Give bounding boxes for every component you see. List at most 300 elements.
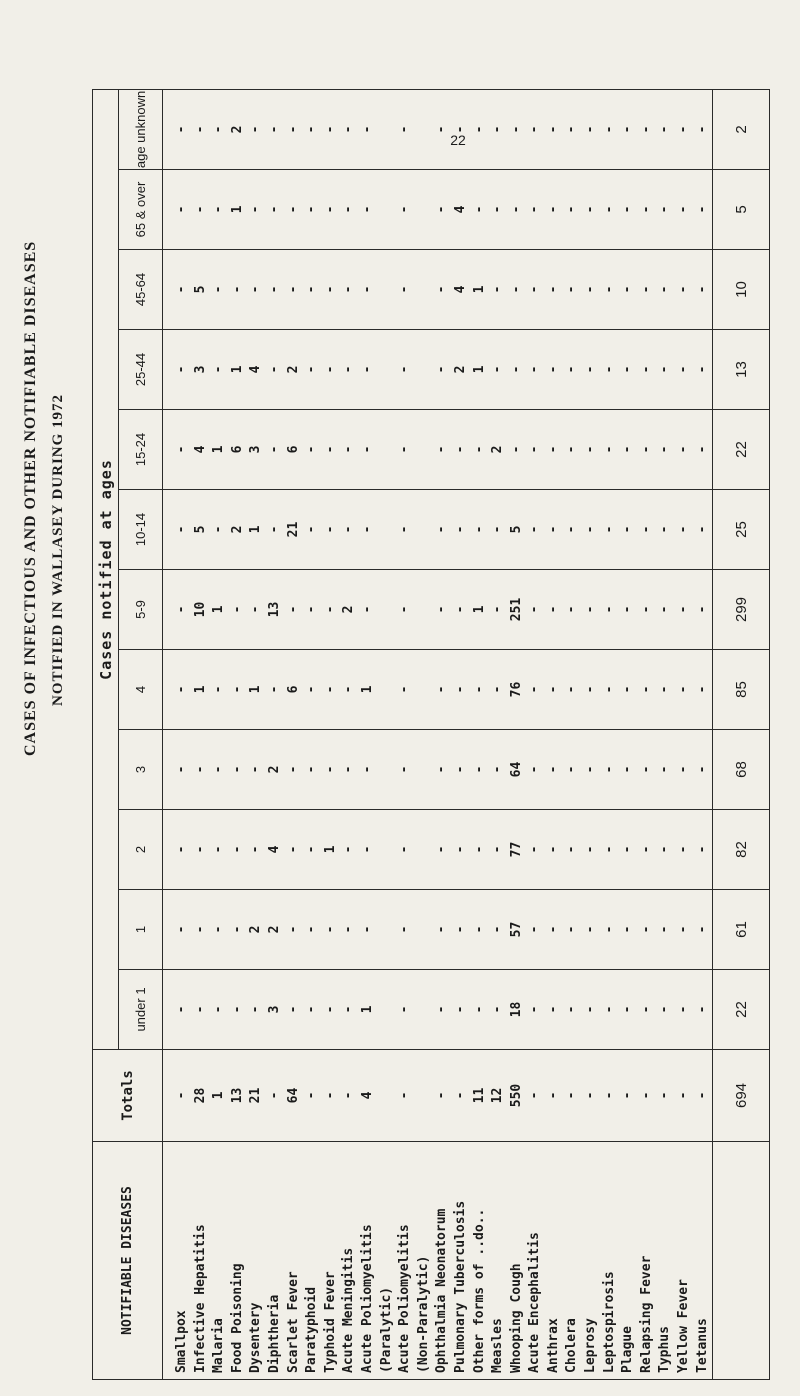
age-column-header: 2 <box>119 810 163 890</box>
rotated-table-container <box>92 90 764 1380</box>
age-column-header: 10-14 <box>119 490 163 570</box>
row-total: 64 <box>285 1087 301 1104</box>
case-count: - <box>620 685 636 694</box>
case-count: - <box>192 845 208 854</box>
case-count: - <box>694 205 710 214</box>
case-count: - <box>657 765 673 774</box>
age-column-total: 10 <box>713 250 770 330</box>
case-count: - <box>620 205 636 214</box>
case-count: - <box>434 845 450 854</box>
disease-name: Measles <box>490 1318 506 1373</box>
case-count <box>378 330 397 409</box>
case-count: - <box>694 365 710 374</box>
case-count: - <box>676 525 692 534</box>
case-count: - <box>471 1005 487 1014</box>
document-title: CASES OF INFECTIOUS AND OTHER NOTIFIABLE DISEASES <box>22 240 39 756</box>
disease-name: Tetanus <box>694 1318 710 1373</box>
case-count: - <box>397 1005 413 1014</box>
case-count: - <box>322 285 338 294</box>
case-count: - <box>341 925 357 934</box>
case-count: - <box>285 205 301 214</box>
case-count: - <box>676 445 692 454</box>
case-count: 2 <box>452 365 468 374</box>
row-total: - <box>397 1091 413 1100</box>
case-count: - <box>229 1005 245 1014</box>
case-count: - <box>638 525 654 534</box>
case-count: - <box>545 1005 561 1014</box>
case-count: - <box>583 925 599 934</box>
case-count: - <box>545 365 561 374</box>
age-column-cell <box>163 490 713 570</box>
case-count: - <box>359 765 375 774</box>
case-count: - <box>266 365 282 374</box>
disease-column-header: NOTIFIABLE DISEASES <box>93 1142 163 1380</box>
case-count: 5 <box>192 525 208 534</box>
case-count: - <box>694 125 710 134</box>
case-count: 2 <box>248 925 264 934</box>
case-count: - <box>676 125 692 134</box>
case-count: - <box>601 765 617 774</box>
row-total: - <box>564 1091 580 1100</box>
case-count <box>415 810 434 889</box>
case-count: - <box>638 1005 654 1014</box>
case-count: - <box>285 285 301 294</box>
case-count: - <box>657 365 673 374</box>
case-count: 10 <box>192 601 208 618</box>
case-count: - <box>508 285 524 294</box>
age-column-header: 1 <box>119 890 163 970</box>
case-count: - <box>545 605 561 614</box>
disease-name: Food Poisoning <box>229 1263 245 1373</box>
case-count: - <box>266 285 282 294</box>
case-count: - <box>583 365 599 374</box>
case-count: - <box>452 845 468 854</box>
disease-name: Acute Poliomyelitis <box>397 1224 413 1373</box>
case-count: - <box>397 765 413 774</box>
disease-name: Plague <box>620 1326 636 1373</box>
case-count: - <box>583 605 599 614</box>
disease-name: (Paralytic) <box>378 1286 394 1373</box>
case-count: - <box>229 605 245 614</box>
case-count: - <box>434 445 450 454</box>
age-column-header: under 1 <box>119 970 163 1050</box>
case-count: 6 <box>285 685 301 694</box>
case-count: - <box>397 525 413 534</box>
case-count: 1 <box>471 365 487 374</box>
case-count: - <box>657 1005 673 1014</box>
age-column-header: age unknown <box>119 89 163 169</box>
case-count: - <box>490 365 506 374</box>
case-count: - <box>638 685 654 694</box>
case-count: 2 <box>266 765 282 774</box>
age-column-total: 2 <box>713 89 770 169</box>
case-count: - <box>211 525 227 534</box>
case-count: - <box>471 845 487 854</box>
disease-name: (Non-Paralytic) <box>415 1255 431 1373</box>
case-count: - <box>211 765 227 774</box>
case-count: - <box>583 285 599 294</box>
age-column-total: 25 <box>713 490 770 570</box>
case-count: - <box>620 445 636 454</box>
case-count: - <box>322 125 338 134</box>
case-count: - <box>452 605 468 614</box>
case-count: - <box>304 845 320 854</box>
age-column-header: 3 <box>119 730 163 810</box>
case-count: 1 <box>322 845 338 854</box>
disease-name: Yellow Fever <box>676 1279 692 1373</box>
case-count: - <box>564 605 580 614</box>
case-count: - <box>322 445 338 454</box>
age-column-total: 61 <box>713 890 770 970</box>
case-count: - <box>527 365 543 374</box>
age-column-total: 68 <box>713 730 770 810</box>
case-count: 21 <box>285 521 301 538</box>
case-count: - <box>490 845 506 854</box>
row-total <box>415 1050 434 1141</box>
case-count: - <box>359 925 375 934</box>
case-count: - <box>527 925 543 934</box>
case-count: - <box>397 845 413 854</box>
case-count: - <box>471 925 487 934</box>
row-total: - <box>583 1091 599 1100</box>
case-count: - <box>174 765 189 774</box>
case-count: - <box>341 845 357 854</box>
case-count: - <box>527 285 543 294</box>
case-count: - <box>657 605 673 614</box>
case-count: - <box>304 765 320 774</box>
case-count <box>378 970 397 1049</box>
case-count: - <box>359 205 375 214</box>
case-count <box>378 490 397 569</box>
case-count: - <box>527 445 543 454</box>
case-count: - <box>434 925 450 934</box>
case-count: - <box>341 205 357 214</box>
age-column-total: 299 <box>713 570 770 650</box>
case-count: - <box>174 685 189 694</box>
case-count: - <box>211 685 227 694</box>
disease-name: Infective Hepatitis <box>192 1224 208 1373</box>
case-count: - <box>564 365 580 374</box>
case-count: - <box>564 925 580 934</box>
disease-name: Diphtheria <box>266 1294 282 1373</box>
case-count: - <box>564 205 580 214</box>
case-count: - <box>638 925 654 934</box>
case-count: - <box>638 845 654 854</box>
case-count: - <box>527 1005 543 1014</box>
case-count <box>378 650 397 729</box>
case-count: - <box>211 845 227 854</box>
case-count: - <box>601 925 617 934</box>
case-count: 5 <box>508 525 524 534</box>
age-column-header: 5-9 <box>119 570 163 650</box>
case-count: - <box>341 445 357 454</box>
case-count: - <box>434 125 450 134</box>
case-count: - <box>527 205 543 214</box>
case-count: - <box>211 205 227 214</box>
case-count: - <box>545 445 561 454</box>
case-count: - <box>638 605 654 614</box>
case-count <box>415 970 434 1049</box>
case-count: - <box>322 525 338 534</box>
row-total: - <box>638 1091 654 1100</box>
case-count: - <box>397 125 413 134</box>
case-count: 4 <box>452 205 468 214</box>
case-count: - <box>601 1005 617 1014</box>
case-count: - <box>359 285 375 294</box>
case-count: 76 <box>508 681 524 698</box>
row-total: - <box>304 1091 320 1100</box>
case-count: - <box>564 285 580 294</box>
case-count: 2 <box>229 525 245 534</box>
age-column-total: 22 <box>713 410 770 490</box>
case-count: 4 <box>266 845 282 854</box>
case-count: - <box>452 445 468 454</box>
case-count: - <box>620 125 636 134</box>
case-count: 6 <box>285 445 301 454</box>
age-column-header: 15-24 <box>119 410 163 490</box>
case-count: - <box>620 765 636 774</box>
case-count: - <box>304 205 320 214</box>
age-column-header: 4 <box>119 650 163 730</box>
case-count: - <box>285 925 301 934</box>
case-count: - <box>657 285 673 294</box>
row-total: - <box>322 1091 338 1100</box>
case-count: - <box>545 125 561 134</box>
case-count: - <box>322 765 338 774</box>
row-total: 550 <box>508 1083 524 1108</box>
case-count: - <box>174 125 189 134</box>
row-total: - <box>694 1091 710 1100</box>
case-count: - <box>471 445 487 454</box>
case-count: - <box>638 765 654 774</box>
case-count: - <box>583 845 599 854</box>
case-count: - <box>694 1005 710 1014</box>
case-count: - <box>174 525 189 534</box>
case-count: 2 <box>285 365 301 374</box>
case-count: - <box>564 845 580 854</box>
case-count: - <box>304 925 320 934</box>
case-count: - <box>471 765 487 774</box>
case-count: - <box>174 925 189 934</box>
case-count <box>415 650 434 729</box>
case-count: - <box>341 285 357 294</box>
case-count: - <box>583 205 599 214</box>
case-count: - <box>490 605 506 614</box>
case-count: 2 <box>341 605 357 614</box>
case-count: - <box>192 125 208 134</box>
case-count: - <box>694 445 710 454</box>
case-count: - <box>192 925 208 934</box>
row-total: 28 <box>192 1087 208 1104</box>
case-count: - <box>341 765 357 774</box>
age-column-header: 65 & over <box>119 170 163 250</box>
case-count: - <box>527 525 543 534</box>
age-column-cell <box>163 810 713 890</box>
case-count: - <box>564 685 580 694</box>
case-count: - <box>285 125 301 134</box>
case-count: - <box>192 205 208 214</box>
case-count: - <box>527 765 543 774</box>
case-count: - <box>304 1005 320 1014</box>
case-count: 77 <box>508 841 524 858</box>
totals-column-header: Totals <box>93 1050 163 1142</box>
case-count <box>415 330 434 409</box>
case-count: - <box>657 925 673 934</box>
case-count: - <box>174 285 189 294</box>
case-count: - <box>174 445 189 454</box>
case-count: - <box>397 925 413 934</box>
row-total: - <box>174 1091 189 1100</box>
age-column-total: 13 <box>713 330 770 410</box>
age-column-cell <box>163 650 713 730</box>
disease-name: Typhoid Fever <box>322 1271 338 1373</box>
case-count: - <box>601 445 617 454</box>
row-total: - <box>527 1091 543 1100</box>
row-total: - <box>601 1091 617 1100</box>
page-number: 22 <box>450 132 466 148</box>
case-count: - <box>490 205 506 214</box>
case-count: - <box>676 845 692 854</box>
case-count: 1 <box>359 1005 375 1014</box>
case-count: - <box>174 845 189 854</box>
case-count: - <box>601 845 617 854</box>
row-total: - <box>434 1091 450 1100</box>
case-count: - <box>694 685 710 694</box>
totals-row <box>713 89 770 1379</box>
case-count: 1 <box>248 685 264 694</box>
case-count <box>415 730 434 809</box>
case-count: - <box>322 685 338 694</box>
case-count: - <box>174 1005 189 1014</box>
case-count: - <box>322 205 338 214</box>
case-count: 3 <box>192 365 208 374</box>
case-count <box>378 170 397 249</box>
case-count: - <box>452 125 468 134</box>
age-column-total: 22 <box>713 970 770 1050</box>
case-count: - <box>322 925 338 934</box>
disease-name: Typhus <box>657 1326 673 1373</box>
case-count: 1 <box>471 605 487 614</box>
case-count: 4 <box>192 445 208 454</box>
case-count: - <box>434 205 450 214</box>
case-count <box>415 170 434 249</box>
case-count: - <box>527 845 543 854</box>
case-count: - <box>564 765 580 774</box>
case-count: - <box>211 285 227 294</box>
case-count: - <box>229 845 245 854</box>
case-count: - <box>694 845 710 854</box>
case-count: - <box>490 685 506 694</box>
case-count: - <box>229 285 245 294</box>
case-count <box>378 890 397 969</box>
case-count: - <box>638 285 654 294</box>
case-count: - <box>583 525 599 534</box>
case-count: 1 <box>211 605 227 614</box>
case-count: 3 <box>248 445 264 454</box>
case-count: - <box>285 845 301 854</box>
case-count: 13 <box>266 601 282 618</box>
case-count: - <box>248 125 264 134</box>
case-count: - <box>452 525 468 534</box>
case-count: - <box>620 845 636 854</box>
case-count: - <box>359 365 375 374</box>
case-count: - <box>211 365 227 374</box>
case-count: - <box>304 125 320 134</box>
case-count: - <box>174 365 189 374</box>
disease-name: Paratyphoid <box>304 1286 320 1373</box>
case-count: - <box>397 365 413 374</box>
row-total: - <box>545 1091 561 1100</box>
case-count: - <box>211 125 227 134</box>
disease-name: Anthrax <box>545 1318 561 1373</box>
case-count: - <box>545 525 561 534</box>
case-count: - <box>545 285 561 294</box>
case-count: - <box>248 845 264 854</box>
case-count: - <box>601 285 617 294</box>
age-column-total: 5 <box>713 170 770 250</box>
row-total: - <box>676 1091 692 1100</box>
age-column-header: 25-44 <box>119 330 163 410</box>
case-count: - <box>434 685 450 694</box>
case-count: - <box>285 605 301 614</box>
case-count: - <box>471 125 487 134</box>
case-count: - <box>174 605 189 614</box>
case-count: - <box>676 285 692 294</box>
age-column-cell <box>163 89 713 169</box>
case-count: - <box>676 205 692 214</box>
case-count: - <box>434 765 450 774</box>
case-count <box>378 810 397 889</box>
age-column-cell <box>163 890 713 970</box>
case-count <box>415 570 434 649</box>
disease-name: Whooping Cough <box>508 1263 524 1373</box>
row-total: 13 <box>229 1087 245 1104</box>
case-count: - <box>676 765 692 774</box>
case-count: - <box>341 525 357 534</box>
case-count <box>415 250 434 329</box>
case-count: - <box>545 845 561 854</box>
case-count: - <box>490 1005 506 1014</box>
case-count: - <box>211 925 227 934</box>
case-count: - <box>638 125 654 134</box>
case-count: - <box>564 1005 580 1014</box>
case-count: - <box>266 205 282 214</box>
case-count: - <box>508 205 524 214</box>
case-count: - <box>452 765 468 774</box>
case-count: - <box>471 525 487 534</box>
case-count: - <box>434 285 450 294</box>
case-count: - <box>266 445 282 454</box>
case-count: - <box>676 365 692 374</box>
disease-name: Acute Meningitis <box>341 1247 357 1373</box>
case-count: - <box>601 605 617 614</box>
case-count: - <box>452 685 468 694</box>
case-count: - <box>322 365 338 374</box>
age-column-cell <box>163 730 713 810</box>
case-count: - <box>304 605 320 614</box>
case-count: - <box>192 765 208 774</box>
table-body-row <box>163 89 713 1379</box>
case-count: - <box>434 1005 450 1014</box>
row-total: 12 <box>490 1087 506 1104</box>
case-count: - <box>545 765 561 774</box>
case-count: - <box>694 285 710 294</box>
case-count: - <box>285 1005 301 1014</box>
case-count: - <box>490 125 506 134</box>
case-count: - <box>657 525 673 534</box>
case-count: - <box>490 285 506 294</box>
case-count: - <box>694 765 710 774</box>
